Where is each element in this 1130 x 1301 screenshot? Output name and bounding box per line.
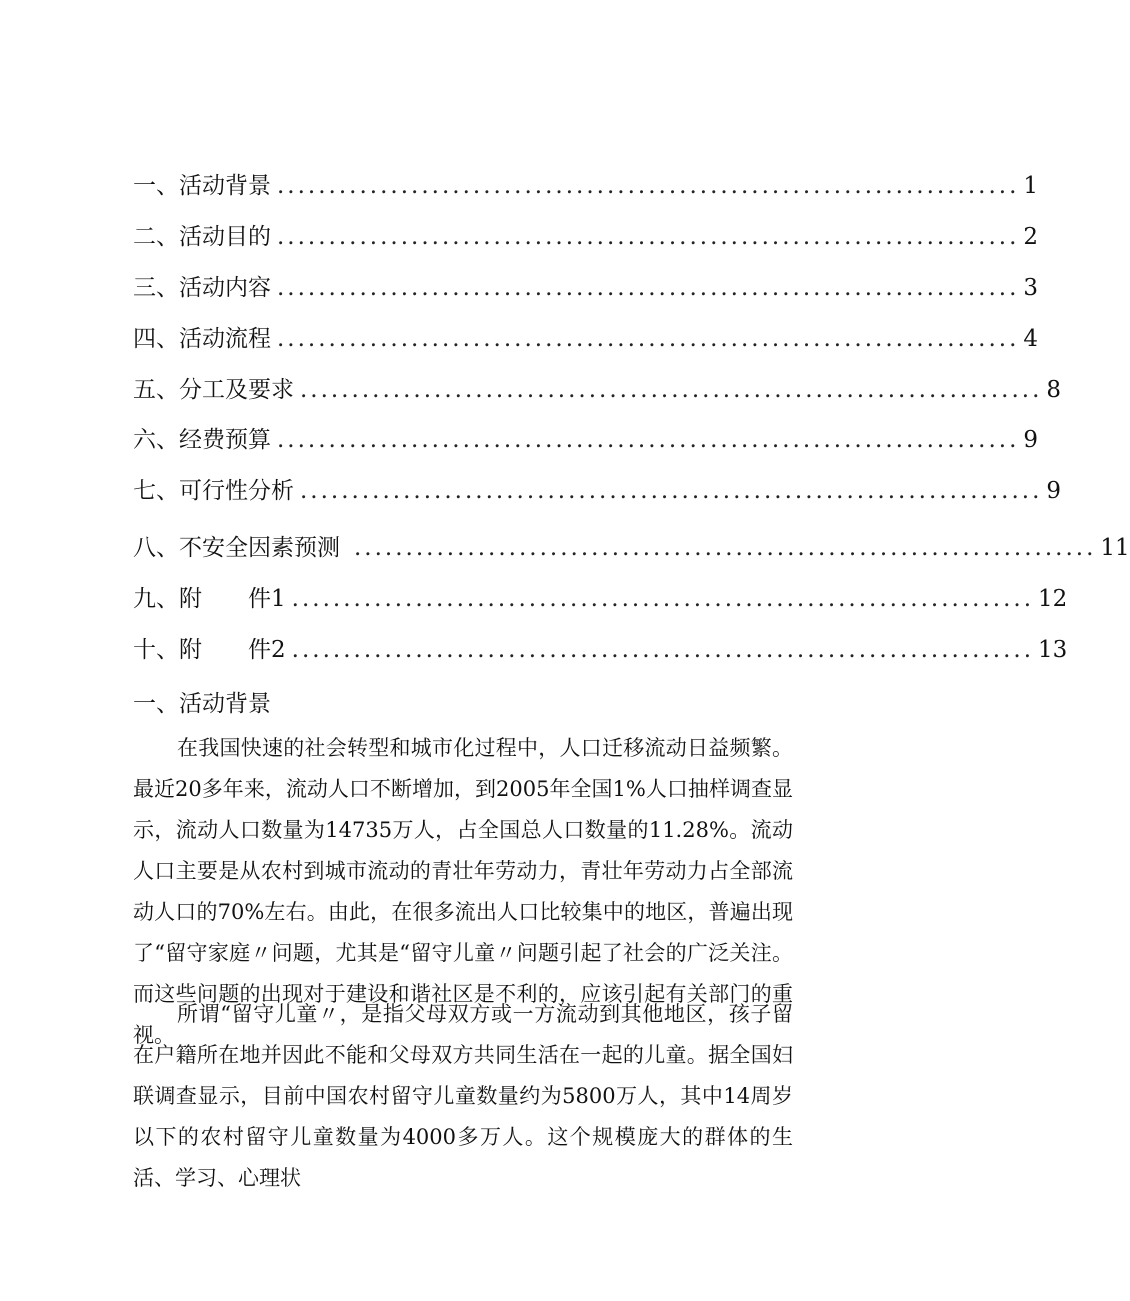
toc-entry-label: 八、不安全因素预测 <box>133 535 340 561</box>
toc-page-number: 1 <box>1023 173 1039 199</box>
toc-page-number: 12 <box>1038 586 1068 612</box>
toc-entry[interactable] <box>133 579 1068 619</box>
toc-leader-dots: ........................................................................ <box>277 326 1020 352</box>
toc-leader-dots: ........................................................................ <box>300 377 1043 403</box>
toc-entry-label: 七、可行性分析 <box>133 478 294 504</box>
toc-entry-label: 四、活动流程 <box>133 326 271 352</box>
toc-leader-dots: ........................................................................ <box>291 586 1035 612</box>
toc-page-number: 4 <box>1023 326 1039 352</box>
toc-page-number: 8 <box>1046 377 1062 403</box>
toc-page-number: 13 <box>1038 637 1068 663</box>
toc-leader-dots: ........................................................................ <box>354 535 1097 561</box>
toc-entry-label: 三、活动内容 <box>133 275 271 301</box>
toc-entry-label: 二、活动目的 <box>133 224 271 250</box>
toc-entry-label: 六、经费预算 <box>133 427 271 453</box>
toc-page-number: 9 <box>1023 427 1039 453</box>
toc-entry[interactable] <box>133 471 1062 511</box>
toc-page-number: 11 <box>1100 535 1130 561</box>
toc-entry[interactable] <box>133 217 1039 257</box>
toc-entry-label: 五、分工及要求 <box>133 377 294 403</box>
toc-page-number: 9 <box>1046 478 1062 504</box>
toc-entry[interactable] <box>133 528 1130 568</box>
toc-leader-dots: ........................................................................ <box>277 173 1020 199</box>
toc-entry-label: 九、附 件1 <box>133 586 286 612</box>
toc-entry[interactable] <box>133 268 1039 308</box>
section-heading: 一、活动背景 <box>133 691 271 717</box>
toc-entry-label: 一、活动背景 <box>133 173 271 199</box>
toc-entry[interactable] <box>133 420 1039 460</box>
toc-entry-label: 十、附 件2 <box>133 637 286 663</box>
body-paragraph: 在我国快速的社会转型和城市化过程中，人口迁移流动日益频繁。最近20多年来，流动人口不断增加，到2005年全国1%人口抽样调查显示，流动人口数量为14735万人，占全国总人口数量的11.28%。流动人口主要是从农村到城市流动的青壮年劳动力，青壮年劳动力占全部流动人口的70%左右。由此，在很多流出人口比较集中的地区，普遍出现了“留守家庭〃问题，尤其是“留守儿童〃问题引起了社会的广泛关注。而这些问题的出现对于建设和谐社区是不利的，应该引起有关部门的重视。 <box>133 736 793 1047</box>
toc-leader-dots: ........................................................................ <box>291 637 1035 663</box>
toc-leader-dots: ........................................................................ <box>277 275 1020 301</box>
toc-leader-dots: ........................................................................ <box>277 224 1020 250</box>
toc-entry[interactable] <box>133 630 1068 670</box>
toc-page-number: 3 <box>1023 275 1039 301</box>
toc-entry[interactable] <box>133 166 1039 206</box>
toc-entry[interactable] <box>133 319 1039 359</box>
toc-leader-dots: ........................................................................ <box>277 427 1020 453</box>
body-paragraph: 所谓“留守儿童〃，是指父母双方或一方流动到其他地区，孩子留在户籍所在地并因此不能和父母双方共同生活在一起的儿童。据全国妇联调查显示，目前中国农村留守儿童数量约为5800万人，其中14周岁以下的农村留守儿童数量为4000多万人。这个规模庞大的群体的生活、学习、心理状 <box>133 1002 793 1190</box>
toc-page-number: 2 <box>1023 224 1039 250</box>
toc-leader-dots: ........................................................................ <box>300 478 1043 504</box>
toc-entry[interactable] <box>133 370 1062 410</box>
